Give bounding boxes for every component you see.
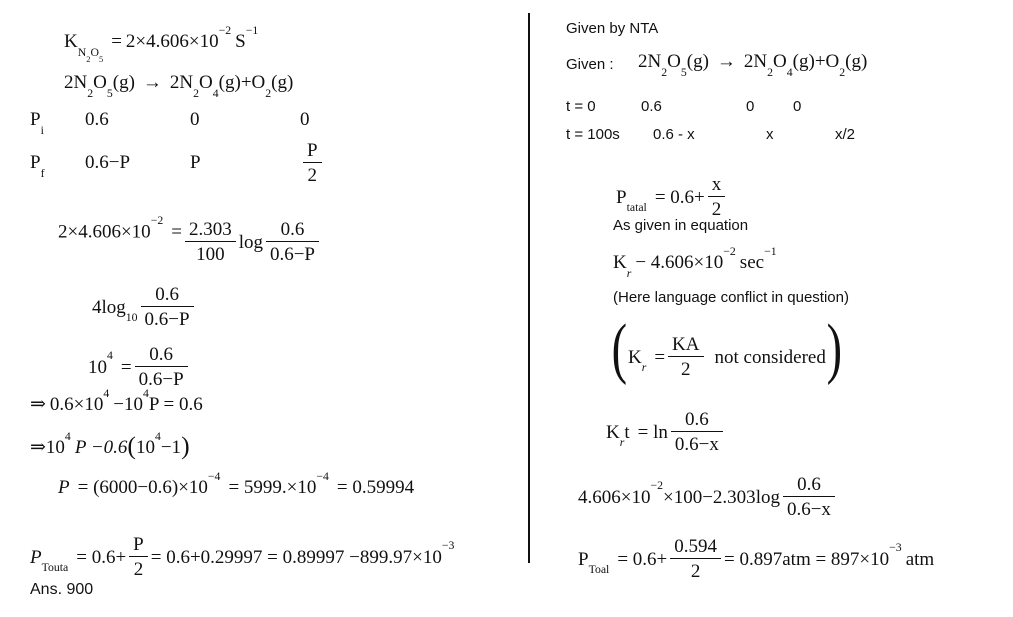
factor-term-a: 10 xyxy=(45,437,65,458)
solve-part-1: = (6000−0.6)×10 xyxy=(77,477,208,498)
krt-k-symbol: K xyxy=(606,421,620,443)
product1-o-sub: 4 xyxy=(212,86,219,100)
equals-sign: = xyxy=(111,31,122,52)
rate-law-substitution xyxy=(58,210,322,266)
krt-k-subscript: r xyxy=(619,436,625,450)
pf-symbol: P xyxy=(30,152,41,173)
log-base: 10 xyxy=(125,311,138,325)
rate-law-lhs: 2×4.606×10 xyxy=(58,221,151,243)
nc-fraction xyxy=(668,334,703,381)
product2-state: (g) xyxy=(271,72,294,93)
rate-law-f2-num: 0.6 xyxy=(280,219,305,241)
kr-exponent: −2 xyxy=(723,244,736,258)
reactant-coefficient: 2 xyxy=(64,72,74,93)
r-reactant-n: N xyxy=(647,51,662,72)
nc-frac-num: KA xyxy=(672,334,700,356)
as-given-note: As given in equation xyxy=(613,217,749,234)
nc-text: not considered xyxy=(714,346,826,368)
rate-law-fraction-2 xyxy=(266,219,319,266)
rate-exponent: −2 xyxy=(218,23,232,37)
sub-lhs-exponent: −2 xyxy=(650,479,663,493)
krt-equals-ln: = ln xyxy=(637,421,668,443)
ptotal-frac-num: P xyxy=(133,534,144,556)
final-p-symbol: P xyxy=(578,548,589,570)
expand-term-c: P = 0.6 xyxy=(148,394,203,415)
r-product2-o-sub: 2 xyxy=(839,65,846,79)
reactant-o-sub: 5 xyxy=(106,86,113,100)
time-row-1-value-2: x/2 xyxy=(835,126,856,143)
product2-o-sub: 2 xyxy=(265,86,272,100)
factor-paren-open: ( xyxy=(127,431,136,461)
r-reactant-o-sub: 5 xyxy=(680,65,687,79)
four-log-num: 0.6 xyxy=(155,284,179,306)
implies-arrow-1: ⇒ xyxy=(30,394,46,415)
ptotal-frac-den: 2 xyxy=(129,556,148,580)
final-p-fraction xyxy=(670,536,721,583)
nc-k-symbol: K xyxy=(628,346,642,368)
initial-value-product2: 0 xyxy=(300,109,310,130)
power-step xyxy=(88,335,191,391)
rate-law-f2-den: 0.6−P xyxy=(266,241,319,265)
r-reactant-n-sub: 2 xyxy=(661,65,668,79)
product2-o: O xyxy=(251,72,266,93)
sub-frac-den: 0.6−x xyxy=(783,496,835,520)
rate-constant-line xyxy=(64,23,259,64)
nc-frac-den: 2 xyxy=(668,356,703,380)
p-total-subscript: tatal xyxy=(626,201,647,215)
r-reaction-arrow: → xyxy=(716,51,736,72)
product1-n: N xyxy=(179,72,194,93)
solve-exp-2: −4 xyxy=(316,469,329,483)
time-row-0-value-2: 0 xyxy=(793,98,802,115)
time-row-1-value-1: x xyxy=(766,126,774,143)
krt-frac-num: 0.6 xyxy=(684,409,709,431)
final-p-equals-2: = 0.897atm = 897×10 xyxy=(724,548,890,570)
power-den: 0.6−P xyxy=(135,366,188,390)
r-reactant-o: O xyxy=(667,51,681,72)
initial-value-reactant: 0.6 xyxy=(85,109,109,130)
power-exponent: 4 xyxy=(107,349,113,363)
pf-subscript: f xyxy=(40,166,45,180)
final-value-product1: P xyxy=(190,152,201,173)
sub-frac-num: 0.6 xyxy=(797,474,821,496)
krt-fraction xyxy=(671,409,723,456)
log-operator-2: log xyxy=(101,296,126,318)
expand-term-a: 0.6×10 xyxy=(49,394,104,415)
final-frac-denominator: 2 xyxy=(303,162,322,186)
k-sub-o: O xyxy=(90,45,99,59)
product1-coefficient: 2 xyxy=(169,72,180,93)
kr-symbol: K xyxy=(613,252,627,273)
reactant-n-sub: 2 xyxy=(87,86,94,100)
conflict-note: (Here language conflict in question) xyxy=(613,289,849,306)
r-product1-o-sub: 4 xyxy=(786,65,793,79)
p-total-equals: = 0.6+ xyxy=(654,186,705,208)
factor-paren-close: ) xyxy=(181,431,190,461)
p-total-frac-num: x xyxy=(711,174,722,196)
ptotal-fraction xyxy=(129,534,148,581)
factor-exp-c: 4 xyxy=(154,429,161,443)
solve-p-symbol: P xyxy=(58,477,70,498)
time-row-0-value-1: 0 xyxy=(746,98,755,115)
final-p-frac-den: 2 xyxy=(670,558,721,582)
r-product1-o: O xyxy=(773,51,787,72)
expand-term-b: −10 xyxy=(113,394,143,415)
power-fraction xyxy=(135,344,188,391)
final-p-equals-1: = 0.6+ xyxy=(617,548,668,570)
kr-unit: sec xyxy=(739,252,765,273)
r-product1-n-sub: 2 xyxy=(767,65,774,79)
big-parentheses-group xyxy=(608,325,846,381)
right-solution-column xyxy=(528,0,1013,617)
p-total-expression xyxy=(616,165,728,221)
p-total-symbol: P xyxy=(616,186,627,208)
product1-n-sub: 2 xyxy=(193,86,200,100)
r-product1-coefficient: 2 xyxy=(743,51,754,72)
final-frac-numerator: P xyxy=(307,140,318,161)
rate-law-f1-num: 2.303 xyxy=(188,219,232,241)
final-pressure-label xyxy=(30,152,45,180)
power-equals: = xyxy=(120,356,132,378)
solve-exp-1: −4 xyxy=(207,469,221,483)
p-total-fraction xyxy=(708,174,726,221)
initial-value-product1: 0 xyxy=(190,109,200,130)
r-reactant-state: (g) xyxy=(686,51,709,72)
p-total-frac-den: 2 xyxy=(708,196,726,220)
final-value-reactant: 0.6−P xyxy=(85,152,131,173)
solve-part-2: = 5999.×10 xyxy=(228,477,317,498)
given-label: Given : xyxy=(566,56,614,73)
factor-term-d: −1 xyxy=(160,437,182,458)
pi-symbol: P xyxy=(30,109,41,130)
r-product2-o: O xyxy=(825,51,840,72)
reactant-n: N xyxy=(73,72,88,93)
final-value-product2 xyxy=(300,140,325,187)
nta-heading: Given by NTA xyxy=(566,20,659,37)
kr-line xyxy=(613,244,777,280)
ptotal-exponent: −3 xyxy=(441,539,455,553)
power-num: 0.6 xyxy=(149,344,173,366)
rate-value: 2×4.606×10 xyxy=(125,31,219,52)
total-pressure-line xyxy=(30,525,455,581)
time-row-1-value-0: 0.6 - x xyxy=(653,126,695,143)
four-log-step xyxy=(92,275,197,331)
plus-sign: + xyxy=(240,72,252,93)
sub-log-operator: log xyxy=(755,486,780,508)
product1-state: (g) xyxy=(218,72,241,93)
rate-law-f1-den: 100 xyxy=(185,241,236,265)
r-product1-state: (g) xyxy=(792,51,815,72)
krt-line xyxy=(606,400,726,456)
final-p-frac-num: 0.594 xyxy=(674,536,718,558)
reaction-equation-left xyxy=(64,72,294,100)
ptotal-equals-1: = 0.6+ xyxy=(76,546,127,568)
rate-unit-exponent: −1 xyxy=(245,23,259,37)
k-sub-n: N xyxy=(77,45,87,59)
log-coefficient: 4 xyxy=(92,296,102,318)
r-plus-sign: + xyxy=(814,51,826,72)
ptotal-subscript: Touta xyxy=(41,561,69,575)
time-row-0-label: t = 0 xyxy=(566,98,596,115)
ptotal-symbol: P xyxy=(30,546,42,568)
solve-part-3: = 0.59994 xyxy=(336,477,415,498)
kr-unit-exponent: −1 xyxy=(764,244,777,258)
k-symbol: K xyxy=(64,31,78,52)
krt-frac-den: 0.6−x xyxy=(671,431,723,455)
not-considered-block xyxy=(608,325,846,381)
factor-step xyxy=(30,429,190,461)
answer-label: Ans. 900 xyxy=(30,581,94,598)
ptotal-equals-2: = 0.6+0.29997 = 0.89997 −899.97×10 xyxy=(150,546,442,568)
log-operator: log xyxy=(238,231,263,253)
solve-step xyxy=(58,469,415,498)
sub-multiplier: ×100−2.303 xyxy=(663,486,756,508)
krt-t-symbol: t xyxy=(624,421,630,443)
kr-value: − 4.606×10 xyxy=(635,252,724,273)
nc-k-subscript: r xyxy=(641,361,647,375)
power-base: 10 xyxy=(88,356,107,378)
k-sub-5: 5 xyxy=(98,53,104,64)
factor-exp-a: 4 xyxy=(64,429,71,443)
factor-term-c: 10 xyxy=(135,437,155,458)
four-log-den: 0.6−P xyxy=(141,306,194,330)
rate-law-fraction-1 xyxy=(185,219,236,266)
r-product1-n: N xyxy=(753,51,768,72)
reactant-state: (g) xyxy=(112,72,135,93)
time-row-0-value-0: 0.6 xyxy=(641,98,662,115)
rate-unit: S xyxy=(235,31,246,52)
expand-step xyxy=(30,386,203,415)
expand-exp-a: 4 xyxy=(103,386,110,400)
pi-subscript: i xyxy=(40,123,44,137)
k-sub-2: 2 xyxy=(86,53,91,64)
reaction-arrow: → xyxy=(142,72,162,93)
product1-o: O xyxy=(199,72,213,93)
time-row-1-label: t = 100s xyxy=(566,126,620,143)
final-p-subscript: Toal xyxy=(588,563,610,577)
r-reactant-coefficient: 2 xyxy=(638,51,648,72)
rate-law-lhs-exponent: −2 xyxy=(150,214,164,228)
final-p-unit: atm xyxy=(905,548,935,570)
four-log-fraction xyxy=(141,284,194,331)
implies-arrow-2: ⇒ xyxy=(30,437,46,458)
reactant-o: O xyxy=(93,72,107,93)
substituted-line xyxy=(578,465,838,521)
reaction-equation-right xyxy=(638,51,868,79)
final-total-pressure xyxy=(578,527,935,583)
sub-fraction xyxy=(783,474,835,521)
r-product2-state: (g) xyxy=(845,51,868,72)
final-p-exponent: −3 xyxy=(889,541,902,555)
sub-lhs: 4.606×10 xyxy=(578,486,651,508)
initial-pressure-label xyxy=(30,109,44,137)
kr-subscript: r xyxy=(626,266,632,280)
rate-law-equals: = xyxy=(171,221,182,243)
expand-exp-b: 4 xyxy=(143,386,149,400)
factor-term-b: P −0.6 xyxy=(74,437,128,458)
nc-equals: = xyxy=(654,346,666,368)
